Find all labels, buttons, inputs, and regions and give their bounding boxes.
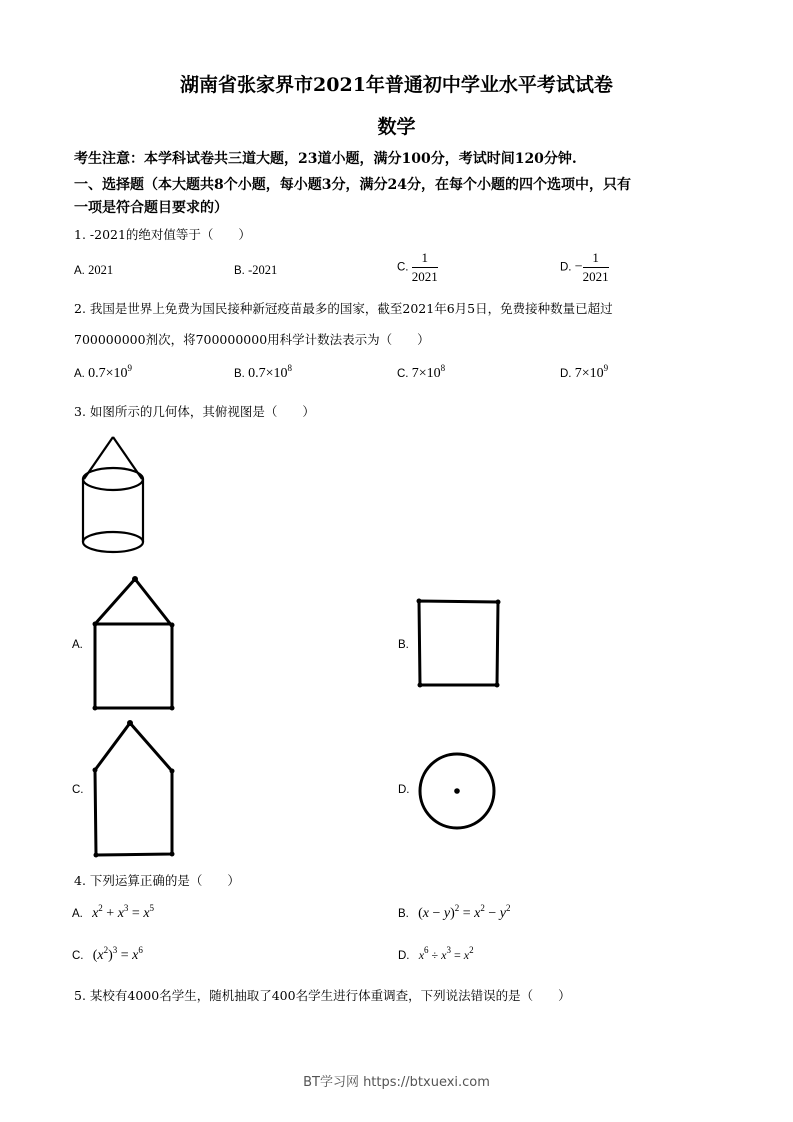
denominator: 2021 <box>411 269 438 284</box>
section-heading-line2: 一项是符合题目要求的） <box>74 200 228 216</box>
footer-watermark: BT学习网 https://btxuexi.com <box>303 1075 490 1090</box>
fraction <box>412 250 438 285</box>
question-4-stem: 4. 下列运算正确的是（ ） <box>74 873 240 888</box>
numerator: 1 <box>583 250 609 268</box>
q4-option-c[interactable] <box>72 945 143 964</box>
base: 7×10 <box>411 366 441 381</box>
section-heading-line1: 一、选择题（本大题共8个小题，每小题3分，满分24分，在每个小题的四个选项中，只有 <box>74 177 631 193</box>
option-expression: $x^2 + x^3 = x^5$ <box>92 903 155 921</box>
exam-notice: 考生注意：本学科试卷共三道大题，23道小题，满分100分，考试时间120分钟. <box>74 151 577 167</box>
option-label: A. <box>72 908 83 920</box>
paper-title: 湖南省张家界市2021年普通初中学业水平考试试卷 <box>180 74 613 96</box>
option-expression <box>88 363 132 381</box>
denominator: 2021 <box>582 269 609 284</box>
base: 0.7×10 <box>248 366 288 381</box>
q3-option-a-label[interactable]: A. <box>72 639 83 651</box>
cone-on-cylinder-figure <box>70 432 160 557</box>
q2-option-c[interactable] <box>397 363 446 382</box>
fraction <box>583 250 609 285</box>
option-expression <box>411 363 446 381</box>
q1-option-b[interactable] <box>234 263 277 278</box>
pentagon-option-c[interactable] <box>90 718 180 860</box>
option-value: -2021 <box>248 263 278 277</box>
minus-sign: − <box>574 259 583 275</box>
exponent: 8 <box>440 363 446 373</box>
question-3-stem: 3. 如图所示的几何体，其俯视图是（ ） <box>74 404 315 419</box>
option-label: C. <box>72 950 84 962</box>
option-expression: $(x - y)^2 = x^2 - y^2$ <box>418 903 511 921</box>
q3-option-c-label[interactable]: C. <box>72 784 84 796</box>
option-label: B. <box>234 265 245 277</box>
q1-option-d[interactable] <box>560 250 609 285</box>
option-label: D. <box>398 950 410 962</box>
square-option-b[interactable] <box>414 596 504 692</box>
option-expression <box>574 363 609 381</box>
exponent: 8 <box>287 363 292 373</box>
circle-with-center-option-d[interactable] <box>416 750 500 834</box>
q2-option-a[interactable] <box>74 363 132 382</box>
q2-option-b[interactable] <box>234 363 292 382</box>
option-label: C. <box>397 261 409 274</box>
q4-option-d[interactable] <box>398 945 474 963</box>
q4-option-a[interactable] <box>72 903 155 922</box>
q3-option-d-label[interactable]: D. <box>398 784 410 796</box>
base: 7×10 <box>574 366 604 381</box>
option-expression: $(x^2)^3 = x^6$ <box>92 945 143 963</box>
base: 0.7×10 <box>88 366 128 381</box>
question-5-stem: 5. 某校有4000名学生，随机抽取了400名学生进行体重调查，下列说法错误的是（ ） <box>74 988 571 1003</box>
q3-option-b-label[interactable]: B. <box>398 639 409 651</box>
option-label: D. <box>560 368 572 380</box>
option-label: B. <box>398 908 409 920</box>
subject-title: 数学 <box>377 116 416 138</box>
option-label: A. <box>74 368 85 380</box>
option-label: D. <box>560 261 572 274</box>
q1-option-c[interactable] <box>397 250 438 285</box>
house-shape-option-a[interactable] <box>90 574 180 714</box>
option-label: C. <box>397 368 409 380</box>
exponent: 9 <box>603 363 609 373</box>
option-expression: $x^6 \div x^3 = x^2$ <box>418 945 474 962</box>
numerator: 1 <box>412 250 438 268</box>
question-2-stem-line2: 700000000剂次，将700000000用科学计数法表示为（ ） <box>74 332 430 347</box>
question-1-stem: 1. -2021的绝对值等于（ ） <box>74 227 251 242</box>
q1-option-a[interactable] <box>74 263 113 278</box>
q4-option-b[interactable] <box>398 903 511 922</box>
q2-option-d[interactable] <box>560 363 609 382</box>
option-expression <box>248 363 292 381</box>
option-label: B. <box>234 368 245 380</box>
option-label: A. <box>74 265 85 277</box>
question-2-stem-line1: 2. 我国是世界上免费为国民接种新冠疫苗最多的国家，截至2021年6月5日，免费接种数量已超过 <box>74 301 613 316</box>
exponent: 9 <box>127 363 132 373</box>
option-value: 2021 <box>88 263 114 277</box>
